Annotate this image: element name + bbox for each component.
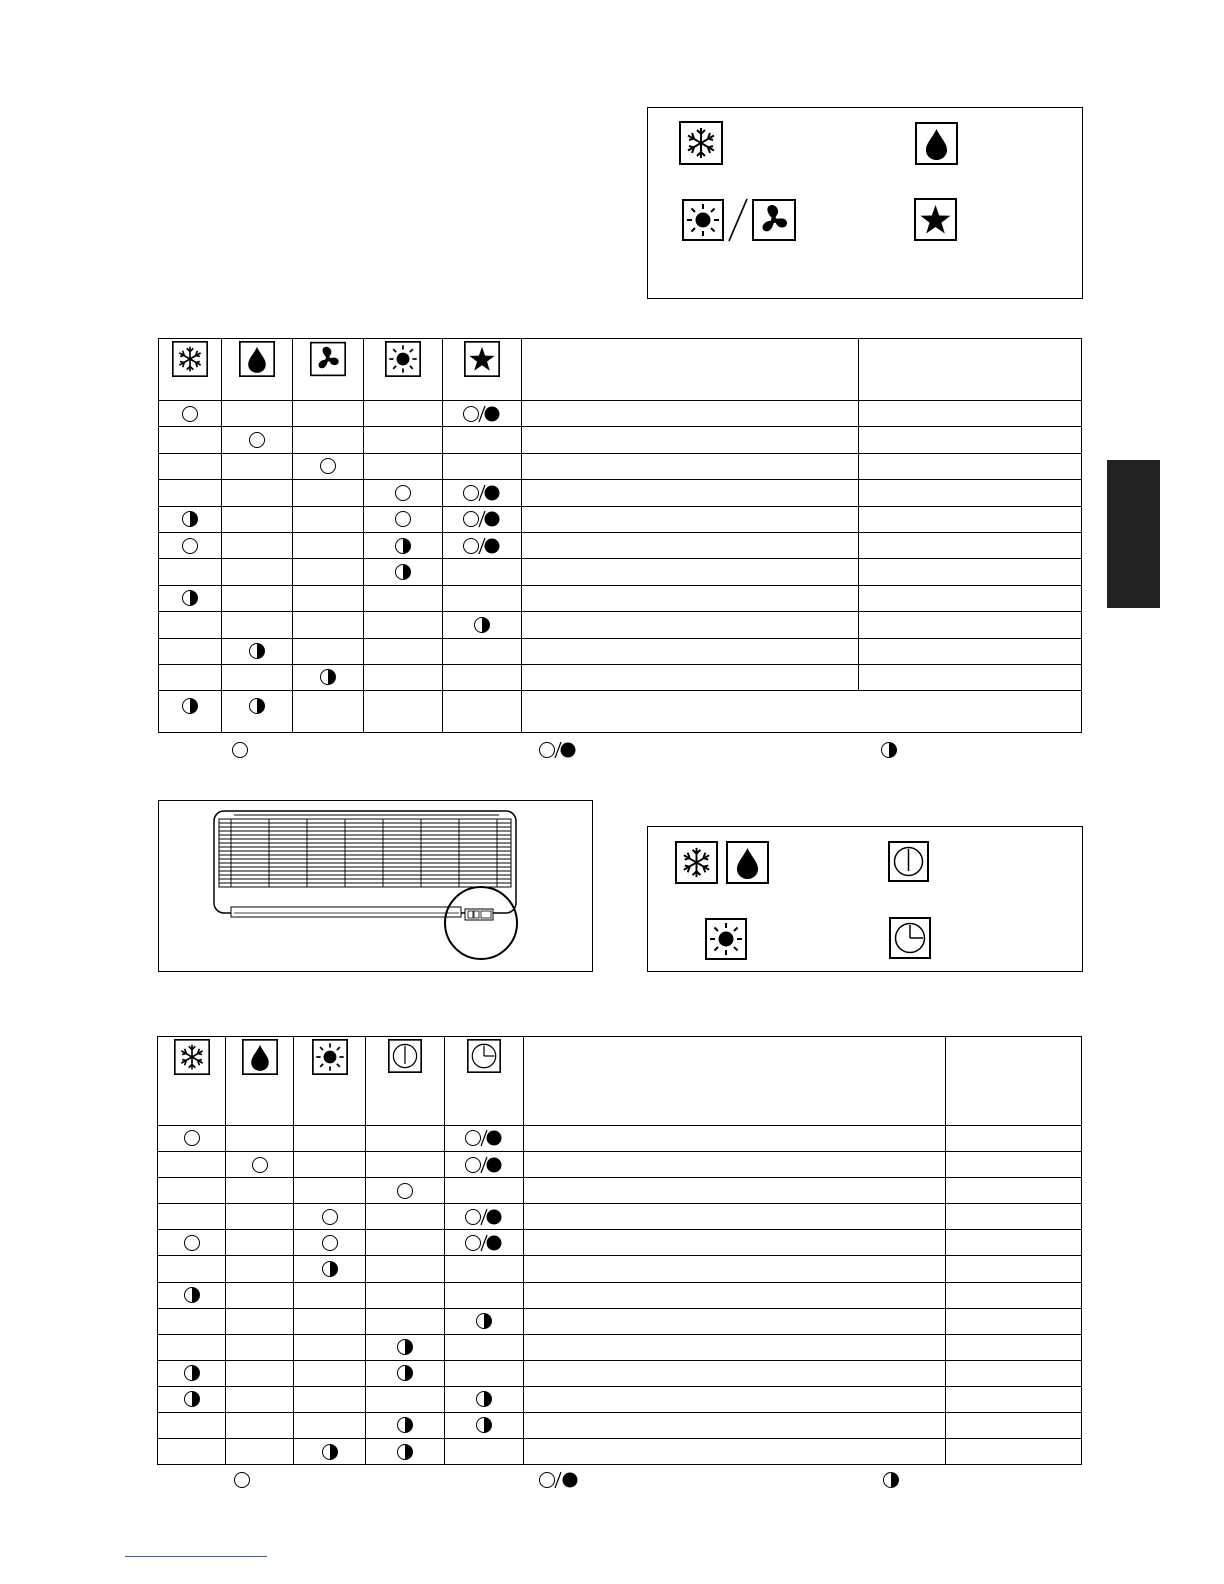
cell-heat	[294, 1308, 366, 1334]
cell-description	[524, 1256, 946, 1282]
cell-heat	[364, 559, 443, 585]
cell-special	[443, 506, 522, 532]
cell-cool	[158, 1439, 226, 1465]
lamp-on-or-off-indicator	[464, 1129, 504, 1147]
cell-fan	[293, 401, 364, 427]
cell-description	[522, 453, 859, 479]
cell-description	[522, 480, 859, 506]
lamp-blinking-indicator	[181, 589, 199, 607]
cell-remarks	[946, 1360, 1082, 1386]
lamp-blinking-indicator	[319, 668, 337, 686]
cell-fan	[293, 506, 364, 532]
table-row	[159, 480, 1082, 506]
column-header-description	[524, 1037, 946, 1126]
column-header-remarks	[859, 339, 1082, 401]
cell-special	[443, 453, 522, 479]
cell-cool	[159, 480, 222, 506]
cell-dry	[222, 585, 293, 611]
column-header-description	[522, 339, 859, 401]
cell-timer	[445, 1282, 524, 1308]
cell-fan	[293, 664, 364, 690]
lamp-on-indicator	[251, 1156, 269, 1174]
table-row	[159, 506, 1082, 532]
cell-power	[366, 1178, 445, 1204]
cell-special	[443, 585, 522, 611]
lamp-on-indicator	[321, 1208, 339, 1226]
lamp-blinking-indicator	[475, 1312, 493, 1330]
lamp-blinking-indicator	[473, 616, 491, 634]
lamp-blinking-indicator	[183, 1364, 201, 1382]
cell-power	[366, 1282, 445, 1308]
lamp-on-indicator	[181, 537, 199, 555]
cell-remarks	[859, 506, 1082, 532]
cell-remarks	[946, 1439, 1082, 1465]
table-row	[158, 1178, 1082, 1204]
cell-cool	[159, 401, 222, 427]
cell-cool	[159, 532, 222, 558]
cell-timer	[445, 1439, 524, 1465]
cell-description	[522, 506, 859, 532]
lamp-blinking-indicator	[396, 1364, 414, 1382]
cell-heat	[294, 1360, 366, 1386]
cell-description	[524, 1204, 946, 1230]
cell-cool	[158, 1360, 226, 1386]
cell-heat	[294, 1230, 366, 1256]
cell-power	[366, 1360, 445, 1386]
cell-dry	[226, 1439, 294, 1465]
cell-timer	[445, 1178, 524, 1204]
cell-timer	[445, 1256, 524, 1282]
cell-timer	[445, 1152, 524, 1178]
cell-special	[443, 427, 522, 453]
lamp-on-or-off-indicator	[462, 537, 502, 555]
table-row	[159, 453, 1082, 479]
lamp-on-indicator	[183, 1234, 201, 1252]
sun-icon	[682, 199, 724, 246]
cell-heat	[364, 453, 443, 479]
cell-timer	[445, 1204, 524, 1230]
cell-remarks	[946, 1152, 1082, 1178]
lamp-blinking-indicator	[396, 1416, 414, 1434]
cell-description	[524, 1334, 946, 1360]
cell-fan	[293, 532, 364, 558]
cell-remarks	[859, 585, 1082, 611]
cell-description	[522, 559, 859, 585]
cell-remarks	[946, 1334, 1082, 1360]
column-header-heat	[364, 339, 443, 401]
cell-cool	[158, 1178, 226, 1204]
cell-cool	[158, 1413, 226, 1439]
cell-fan	[293, 480, 364, 506]
footer-underline	[125, 1556, 267, 1557]
cell-description	[524, 1230, 946, 1256]
cell-fan	[293, 453, 364, 479]
cell-remarks	[946, 1256, 1082, 1282]
cell-dry	[226, 1360, 294, 1386]
table-row	[158, 1282, 1082, 1308]
cell-dry	[222, 638, 293, 664]
cell-cool	[158, 1126, 226, 1152]
cell-description	[522, 401, 859, 427]
cell-special	[443, 691, 522, 733]
cell-cool	[158, 1230, 226, 1256]
cell-fan	[293, 612, 364, 638]
slash-divider	[727, 197, 749, 248]
cell-special	[443, 559, 522, 585]
table-row	[158, 1360, 1082, 1386]
cell-heat	[294, 1386, 366, 1412]
lamp-blinking-indicator	[248, 642, 266, 660]
cell-heat	[294, 1152, 366, 1178]
cell-fan	[293, 427, 364, 453]
cell-fan	[293, 691, 364, 733]
lamp-on-indicator	[248, 431, 266, 449]
table-row	[158, 1230, 1082, 1256]
lamp-on-or-off-indicator	[464, 1208, 504, 1226]
cell-dry	[226, 1204, 294, 1230]
cell-cool	[159, 638, 222, 664]
table-row	[159, 664, 1082, 690]
lamp-blinking-indicator	[321, 1260, 339, 1278]
table-row	[158, 1386, 1082, 1412]
cell-timer	[445, 1413, 524, 1439]
lamp-on-or-off-indicator	[464, 1156, 504, 1174]
cell-fan	[293, 638, 364, 664]
cell-cool	[159, 506, 222, 532]
table-row	[159, 559, 1082, 585]
cell-remarks	[946, 1204, 1082, 1230]
cell-dry	[226, 1386, 294, 1412]
legend-lamp-blinking	[880, 741, 898, 764]
cell-cool	[158, 1152, 226, 1178]
lamp-on-indicator	[181, 405, 199, 423]
cell-timer	[445, 1360, 524, 1386]
cell-heat	[364, 506, 443, 532]
cell-special	[443, 612, 522, 638]
cell-power	[366, 1334, 445, 1360]
cell-special	[443, 480, 522, 506]
lamp-on-or-off-indicator	[462, 405, 502, 423]
legend-lamp-on-or-off	[538, 741, 578, 764]
cell-remarks	[859, 638, 1082, 664]
lamp-on-or-off-indicator	[464, 1234, 504, 1252]
column-header-power	[366, 1037, 445, 1126]
cell-power	[366, 1386, 445, 1412]
cell-remarks	[859, 480, 1082, 506]
cell-description	[522, 427, 859, 453]
cell-remarks	[859, 664, 1082, 690]
cell-special	[443, 532, 522, 558]
cell-remarks	[946, 1413, 1082, 1439]
cell-remarks	[859, 612, 1082, 638]
cell-heat	[294, 1178, 366, 1204]
cell-dry	[226, 1282, 294, 1308]
table-row	[158, 1334, 1082, 1360]
cell-dry	[226, 1256, 294, 1282]
cell-remarks	[859, 559, 1082, 585]
cell-cool	[158, 1282, 226, 1308]
cell-dry	[222, 612, 293, 638]
lamp-on-indicator	[319, 457, 337, 475]
cell-dry	[222, 691, 293, 733]
lamp-on-indicator	[394, 484, 412, 502]
cell-description	[524, 1413, 946, 1439]
cell-dry	[226, 1413, 294, 1439]
column-header-fan	[293, 339, 364, 401]
table-row	[159, 585, 1082, 611]
cell-heat	[294, 1413, 366, 1439]
cell-cool	[158, 1256, 226, 1282]
cell-cool	[159, 585, 222, 611]
cell-description	[522, 532, 859, 558]
cell-cool	[159, 427, 222, 453]
cell-cool	[158, 1204, 226, 1230]
cell-special	[443, 638, 522, 664]
cell-fan	[293, 559, 364, 585]
cell-dry	[226, 1230, 294, 1256]
cell-remarks	[859, 532, 1082, 558]
lamp-blinking-indicator	[396, 1443, 414, 1461]
lamp-blinking-indicator	[394, 537, 412, 555]
cell-description	[524, 1126, 946, 1152]
column-header-heat	[294, 1037, 366, 1126]
cell-heat	[364, 612, 443, 638]
lamp-blinking-indicator	[181, 510, 199, 528]
cell-description	[524, 1386, 946, 1412]
cell-remarks	[859, 427, 1082, 453]
column-header-timer	[445, 1037, 524, 1126]
cell-heat	[294, 1256, 366, 1282]
column-header-cool	[159, 339, 222, 401]
lamp-blinking-indicator	[248, 697, 266, 715]
lamp-on-or-off-indicator	[462, 484, 502, 502]
table-row	[158, 1126, 1082, 1152]
lamp-blinking-indicator	[394, 563, 412, 581]
cell-cool	[159, 664, 222, 690]
cell-cool	[159, 453, 222, 479]
table-row	[159, 691, 1082, 733]
cell-power	[366, 1413, 445, 1439]
clock-icon	[889, 917, 931, 964]
cell-heat	[294, 1204, 366, 1230]
cell-remarks	[946, 1126, 1082, 1152]
cell-heat	[364, 427, 443, 453]
lamp-blinking-indicator	[321, 1443, 339, 1461]
legend-lamp-blinking	[882, 1471, 900, 1494]
cell-remarks	[859, 401, 1082, 427]
cell-cool	[159, 612, 222, 638]
cell-heat	[294, 1334, 366, 1360]
cell-dry	[222, 532, 293, 558]
cell-power	[366, 1230, 445, 1256]
cell-remarks	[946, 1282, 1082, 1308]
cell-cool	[158, 1308, 226, 1334]
column-header-remarks	[946, 1037, 1082, 1126]
lamp-on-indicator	[321, 1234, 339, 1252]
cell-dry	[226, 1308, 294, 1334]
cell-heat	[294, 1282, 366, 1308]
table-row	[158, 1152, 1082, 1178]
cell-power	[366, 1204, 445, 1230]
cell-remarks	[946, 1386, 1082, 1412]
table-row	[159, 638, 1082, 664]
section-tab	[1107, 460, 1160, 608]
column-header-dry	[222, 339, 293, 401]
cell-heat	[364, 638, 443, 664]
cell-heat	[294, 1439, 366, 1465]
cell-description	[524, 1178, 946, 1204]
cell-description	[524, 1439, 946, 1465]
cell-dry	[222, 506, 293, 532]
table-row	[159, 532, 1082, 558]
cell-dry	[226, 1126, 294, 1152]
column-header-dry	[226, 1037, 294, 1126]
cell-timer	[445, 1126, 524, 1152]
cell-dry	[226, 1178, 294, 1204]
cell-power	[366, 1152, 445, 1178]
legend-lamp-on-or-off	[538, 1471, 580, 1494]
table-row	[159, 427, 1082, 453]
cell-dry	[222, 453, 293, 479]
cell-heat	[364, 401, 443, 427]
sun-icon	[705, 918, 747, 965]
water-drop-icon	[726, 841, 769, 889]
power-icon	[888, 841, 929, 887]
water-drop-icon	[915, 122, 958, 170]
cell-dry	[222, 664, 293, 690]
cell-timer	[445, 1308, 524, 1334]
column-header-cool	[158, 1037, 226, 1126]
cell-timer	[445, 1386, 524, 1412]
lamp-blinking-indicator	[475, 1390, 493, 1408]
table-row	[158, 1308, 1082, 1334]
legend-lamp-on	[233, 1471, 251, 1494]
cell-timer	[445, 1230, 524, 1256]
lamp-on-indicator	[396, 1182, 414, 1200]
cell-description	[524, 1308, 946, 1334]
cell-description	[522, 585, 859, 611]
table-row	[158, 1439, 1082, 1465]
cell-description	[524, 1282, 946, 1308]
indicator-table-2	[157, 1036, 1082, 1465]
cell-heat	[364, 585, 443, 611]
cell-special	[443, 664, 522, 690]
cell-description	[522, 664, 859, 690]
lamp-blinking-indicator	[183, 1390, 201, 1408]
cell-cool	[159, 691, 222, 733]
cell-special	[443, 401, 522, 427]
cell-power	[366, 1126, 445, 1152]
lamp-on-or-off-indicator	[462, 510, 502, 528]
cell-remarks	[859, 453, 1082, 479]
cell-heat	[364, 691, 443, 733]
cell-timer	[445, 1334, 524, 1360]
cell-remarks	[946, 1308, 1082, 1334]
fan-icon	[752, 199, 796, 246]
cell-heat	[364, 480, 443, 506]
indicator-table-1	[158, 338, 1082, 733]
cell-description	[522, 691, 1082, 733]
column-header-special	[443, 339, 522, 401]
cell-remarks	[946, 1178, 1082, 1204]
table-row	[159, 401, 1082, 427]
cell-cool	[159, 559, 222, 585]
cell-dry	[222, 401, 293, 427]
lamp-blinking-indicator	[396, 1338, 414, 1356]
legend-lamp-on	[231, 741, 249, 764]
table-row	[158, 1413, 1082, 1439]
snowflake-icon	[679, 121, 723, 170]
cell-heat	[294, 1126, 366, 1152]
table-row	[158, 1204, 1082, 1230]
cell-dry	[222, 559, 293, 585]
cell-remarks	[946, 1230, 1082, 1256]
cell-description	[524, 1152, 946, 1178]
cell-heat	[364, 532, 443, 558]
lamp-blinking-indicator	[475, 1416, 493, 1434]
cell-cool	[158, 1334, 226, 1360]
cell-description	[522, 638, 859, 664]
cell-dry	[226, 1334, 294, 1360]
lamp-on-indicator	[183, 1129, 201, 1147]
cell-description	[522, 612, 859, 638]
cell-power	[366, 1439, 445, 1465]
cell-fan	[293, 585, 364, 611]
cell-dry	[226, 1152, 294, 1178]
cell-power	[366, 1256, 445, 1282]
cell-dry	[222, 480, 293, 506]
lamp-blinking-indicator	[181, 697, 199, 715]
indoor-unit-illustration	[158, 800, 593, 972]
cell-dry	[222, 427, 293, 453]
lamp-blinking-indicator	[183, 1286, 201, 1304]
cell-power	[366, 1308, 445, 1334]
cell-description	[524, 1360, 946, 1386]
snowflake-icon	[675, 841, 718, 889]
lamp-on-indicator	[394, 510, 412, 528]
table-row	[159, 612, 1082, 638]
star-icon	[914, 198, 957, 246]
cell-heat	[364, 664, 443, 690]
cell-cool	[158, 1386, 226, 1412]
table-row	[158, 1256, 1082, 1282]
